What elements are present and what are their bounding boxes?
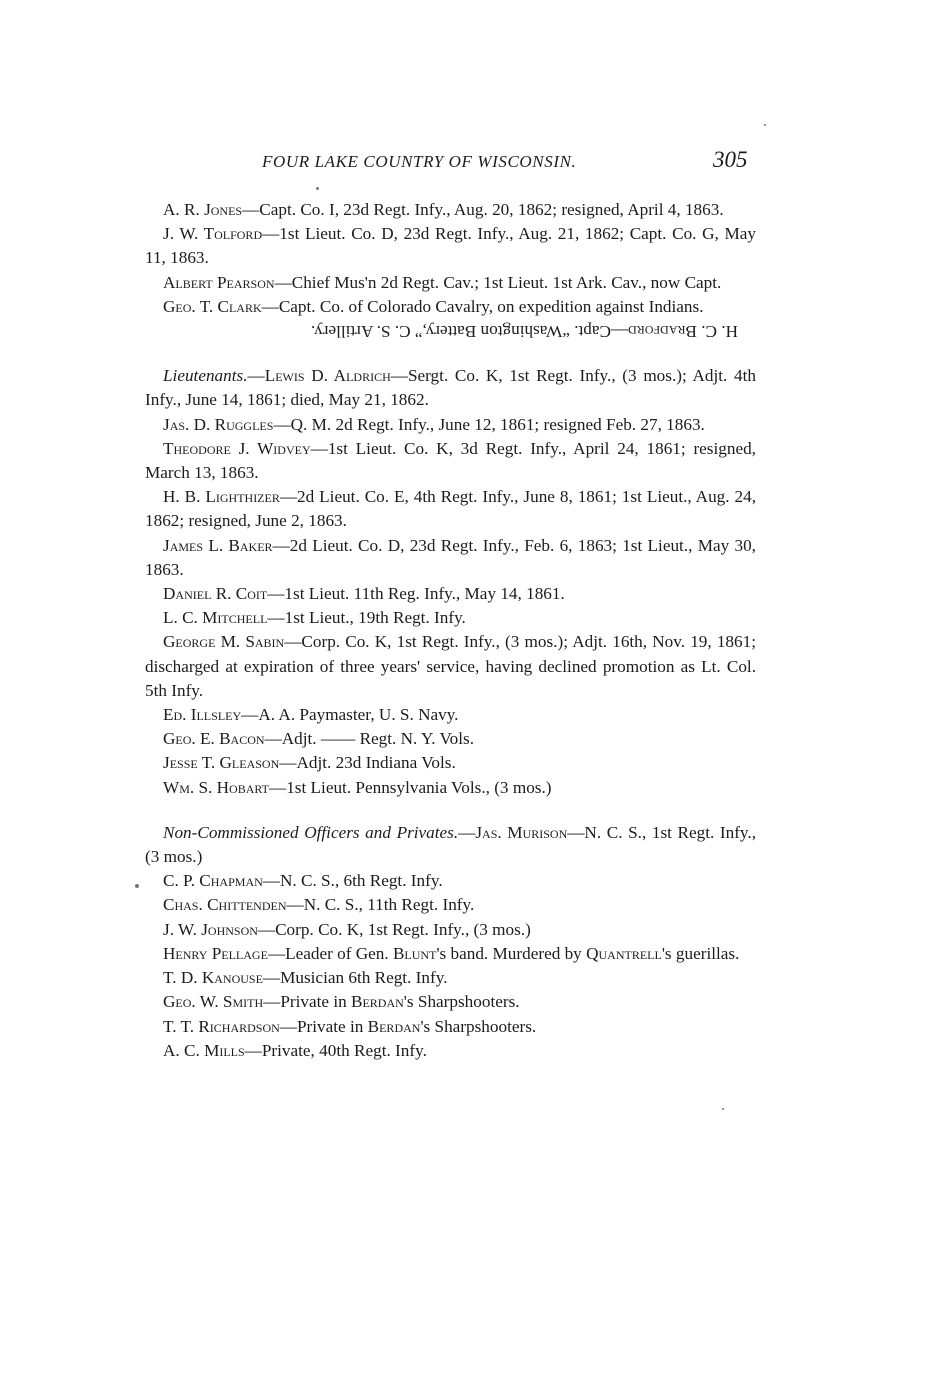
entry-name: Quantrell xyxy=(586,943,662,963)
entry xyxy=(145,437,756,485)
entry-text: —Adjt. —— Regt. N. Y. Vols. xyxy=(264,729,475,749)
scan-speck xyxy=(764,124,766,126)
entry-name: Berdan xyxy=(367,1016,421,1036)
entry-text: 's Sharpshooters. xyxy=(403,992,520,1012)
entry-text: —Capt. Co. I, 23d Regt. Infy., Aug. 20, 1862; resigned, April 4, 1863. xyxy=(242,200,724,219)
body-text xyxy=(145,198,756,1063)
entry xyxy=(145,271,756,295)
entry-name: Albert Pearson xyxy=(163,272,275,292)
entry xyxy=(145,727,756,751)
entry-text: —Chief Mus'n 2d Regt. Cav.; 1st Lieut. 1st Ark. Cav., now Capt. xyxy=(274,272,722,292)
entry-text: —Adjt. 23d Indiana Vols. xyxy=(279,753,456,773)
entry-name: James L. Baker xyxy=(163,535,273,555)
entry-name: Henry Pellage xyxy=(163,943,268,963)
scan-speck xyxy=(722,1108,724,1110)
entry-text: —1st Lieut. Co. K, 3d Regt. Infy., April 24, 1861; resigned, March 13, 1863. xyxy=(145,438,756,483)
entry-text: —1st Lieut., 19th Regt. Infy. xyxy=(267,608,466,628)
entry-text: —Private in xyxy=(279,1016,368,1036)
entry-name: Jesse T. Gleason xyxy=(163,753,280,773)
entry xyxy=(145,485,756,533)
lieutenants-entry: Lieutenants.—Lewis D. Aldrich—Sergt. Co. K, 1st Regt. Infy., (3 mos.); Adjt. 4th Infy., June 14, 1861; died, May 21, 1862. xyxy=(145,366,757,410)
entry xyxy=(145,703,756,727)
entry xyxy=(145,776,756,800)
privates-entry: Non-Commissioned Officers and Privates.—Jas. Murison—N. C. S., 1st Regt. Infy., (3 mos.) xyxy=(145,822,757,867)
entry xyxy=(145,413,756,437)
entry-text: —2d Lieut. Co. D, 23d Regt. Infy., Feb. 6, 1863; 1st Lieut., May 30, 1863. xyxy=(145,535,756,579)
entry-text: —Sergt. Co. K, 1st Regt. Infy., (3 mos.); Adjt. 4th Infy., June 14, 1861; died, May 21, 1862. xyxy=(145,366,757,410)
entry xyxy=(145,966,756,990)
entry-text: 's guerillas. xyxy=(661,943,740,963)
entry xyxy=(145,295,756,319)
entry-name: C. P. Chapman xyxy=(163,871,263,891)
entry-text: —Leader of Gen. xyxy=(267,943,393,963)
entry-name: H. C. Bradford xyxy=(628,322,738,342)
scan-speck xyxy=(316,187,319,190)
entry xyxy=(145,582,756,606)
entry-name: Chas. Chittenden xyxy=(163,895,287,915)
entry-name: Wm. S. Hobart xyxy=(163,777,270,797)
entry-name: Daniel R. Coit xyxy=(163,584,268,604)
entry-name: Geo. E. Bacon xyxy=(163,729,265,749)
entry-name: Jas. D. Ruggles xyxy=(163,414,274,434)
entry-name: Berdan xyxy=(351,992,404,1012)
entry-text: —Corp. Co. K, 1st Regt. Infy., (3 mos.) xyxy=(257,919,531,939)
entry-name: Theodore J. Widvey xyxy=(163,438,311,458)
section-heading: Lieutenants. xyxy=(163,366,248,386)
entry-text: —1st Lieut. Co. D, 23d Regt. Infy., Aug. 21, 1862; Capt. Co. G, May 11, 1863. xyxy=(145,224,756,268)
entry xyxy=(145,1015,756,1039)
entry xyxy=(145,1039,756,1063)
entry-text: —N. C. S., 1st Regt. Infy., (3 mos.) xyxy=(145,822,757,867)
page-number: 305 xyxy=(713,147,748,172)
entry-printed-upside-down xyxy=(145,319,756,343)
entry xyxy=(145,751,756,775)
entry-text: —A. A. Paymaster, U. S. Navy. xyxy=(241,705,459,725)
entry-name: Jas. Murison xyxy=(475,822,568,842)
entry-name: J. W. Tolford xyxy=(163,224,263,244)
section-heading: Non-Commissioned Officers and Privates. xyxy=(163,822,459,842)
entry-text: 's Sharpshooters. xyxy=(420,1016,537,1036)
entry xyxy=(145,990,756,1014)
entry-name: H. B. Lighthizer xyxy=(163,487,280,507)
entry-text: —2d Lieut. Co. E, 4th Regt. Infy., June 8, 1861; 1st Lieut., Aug. 24, 1862; resigned, June 2, 1863. xyxy=(145,487,757,531)
entry xyxy=(145,606,756,630)
entry-name: L. C. Mitchell xyxy=(163,608,268,628)
entry-text: —1st Lieut. Pennsylvania Vols., (3 mos.) xyxy=(269,777,552,797)
scan-speck xyxy=(135,884,139,888)
entry-name: T. D. Kanouse xyxy=(163,968,263,988)
entry-text: —Private in xyxy=(263,992,351,1012)
section-gap xyxy=(145,800,756,821)
entry-text: —Capt. “Washington Battery,” C. S. Artillery. xyxy=(310,322,629,342)
entry-text: —Q. M. 2d Regt. Infy., June 12, 1861; resigned Feb. 27, 1863. xyxy=(273,414,705,434)
entry xyxy=(145,918,756,942)
entry-text: —Private, 40th Regt. Infy. xyxy=(244,1040,427,1060)
section-gap xyxy=(145,343,756,364)
entry-name: George M. Sabin xyxy=(163,632,285,652)
entry-text: —1st Lieut. 11th Reg. Infy., May 14, 1861. xyxy=(267,584,565,604)
entry-text: —Musician 6th Regt. Infy. xyxy=(262,968,448,988)
entry-name: Geo. W. Smith xyxy=(163,992,264,1012)
entry-text: —N. C. S., 6th Regt. Infy. xyxy=(262,871,443,891)
entry xyxy=(145,198,756,222)
entry xyxy=(145,942,756,966)
entry xyxy=(145,534,756,582)
entry-text: —N. C. S., 11th Regt. Infy. xyxy=(286,895,475,915)
entry-name: Lewis D. Aldrich xyxy=(264,366,391,386)
entry-name: A. C. Mills xyxy=(163,1040,245,1060)
entry-text: 's band. Murdered by xyxy=(436,943,587,963)
entry xyxy=(145,869,756,893)
running-head: FOUR LAKE COUNTRY OF WISCONSIN. xyxy=(262,152,577,171)
entry-name: Blunt xyxy=(392,943,437,963)
entry xyxy=(145,893,756,917)
entry-text: —Corp. Co. K, 1st Regt. Infy., (3 mos.); Adjt. 16th, Nov. 19, 1861; discharged at expiration of three years' service, having declined promotion as Lt. Col. 5th Infy. xyxy=(145,632,756,700)
entry-name: Geo. T. Clark xyxy=(163,296,262,316)
entry xyxy=(145,222,756,270)
entry-name: J. W. Johnson xyxy=(163,919,258,939)
entry-name: A. R. Jones xyxy=(163,200,243,219)
entry-text: —Capt. Co. of Colorado Cavalry, on expedition against Indians. xyxy=(261,296,704,316)
entry xyxy=(145,630,756,703)
entry-name: Ed. Illsley xyxy=(163,705,242,725)
entry-name: T. T. Richardson xyxy=(163,1016,280,1036)
